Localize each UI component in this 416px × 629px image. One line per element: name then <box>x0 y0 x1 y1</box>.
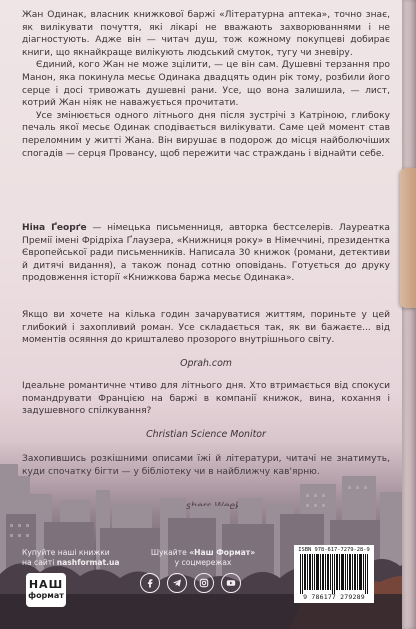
social-line-2: у соцмережах <box>174 558 232 567</box>
review-source-2: Christian Science Monitor <box>146 429 266 440</box>
synopsis-paragraph-2: Єдиний, кого Жан не може зцілити, — це він сам. Душевні терзання про Манон, яка покинула месьє Одинака двадцять один рік тому, розбили його серце і досі тривожать душевні рани. Усе, що вона залишила, — лист, котрий Жан ніяк не наважується прочитати. <box>22 60 390 109</box>
review-quote-text: Якщо ви хочете на кілька годин зачаруватися життям, пориньте у цей глибокий і захопливий роман. Усе складається так, як ви бажаєте... від моментів осяяння до кришталево прозорого внутрішнього світу. <box>22 310 390 346</box>
author-bio-text: — німецька письменниця, авторка бестселерів. Лауреатка Премії імені Фрідріха Ґлаузера, «Книжниця року» в Німеччині, президентка Європейської ради письменників. Написала 30 книжок (романи, детективи й дитячі видання), а також понад сотню оповідань. Готується до друку продовження історії «Книжкова баржа месьє Одинака». <box>22 223 391 284</box>
social-media-text <box>148 548 258 568</box>
isbn-text: ISBN 978-617-7279-28-9 <box>298 547 370 553</box>
facebook-icon[interactable] <box>140 573 160 593</box>
synopsis <box>22 9 390 160</box>
buy-line-2-prefix: на сайті <box>22 558 57 567</box>
author-bio <box>22 222 390 285</box>
review-quote-text: Ідеальне романтичне чтиво для літнього дня. Хто втримається від спокуси помандрувати Францією на баржі в компанії книжок, вина, кохання і задушевного спілкування? <box>22 381 390 417</box>
social-icons <box>140 573 241 593</box>
synopsis-paragraph-3: Усе змінюється одного літнього дня після зустрічі з Катріною, глибоку печаль якої месьє Одинак сподівається вилікувати. Саме цей момент став переломним у житті Жана. Він вирушає в подорож до місця найболючіших спогадів — серця Провансу, щоб пережити час страждань і віднайти себе. <box>22 110 390 159</box>
publisher-logo <box>26 573 66 607</box>
author-name: Ніна Ґеорґе <box>22 223 87 233</box>
review-quote-2 <box>22 380 390 418</box>
logo-line-1: НАШ <box>28 578 64 591</box>
bookmark-ribbon <box>400 168 416 308</box>
buy-online-text <box>22 548 120 568</box>
book-spine-edge <box>402 0 416 629</box>
logo-line-2: формат <box>28 591 64 600</box>
instagram-icon[interactable] <box>194 573 214 593</box>
review-source-1: Oprah.com <box>180 358 232 369</box>
youtube-icon[interactable] <box>221 573 241 593</box>
social-brand: «Наш Формат» <box>189 548 256 557</box>
review-quote-1 <box>22 309 390 347</box>
barcode <box>294 545 374 603</box>
synopsis-paragraph-1: Жан Одинак, власник книжкової баржі «Літературна аптека», точно знає, як вилікувати почуття, які лікарі не вважають захворюваннями і не діагностують. Адже він — читач душ, тож кожному покупцеві добирає книги, що якнайкраще вилікують людський смуток, тугу чи зневіру. <box>22 10 390 58</box>
social-line-1-prefix: Шукайте <box>150 548 190 557</box>
buy-line-1: Купуйте наші книжки <box>22 548 110 557</box>
barcode-number: 9 786177 279289 <box>303 593 365 601</box>
publisher-website-link[interactable]: nashformat.ua <box>56 558 120 567</box>
telegram-icon[interactable] <box>167 573 187 593</box>
